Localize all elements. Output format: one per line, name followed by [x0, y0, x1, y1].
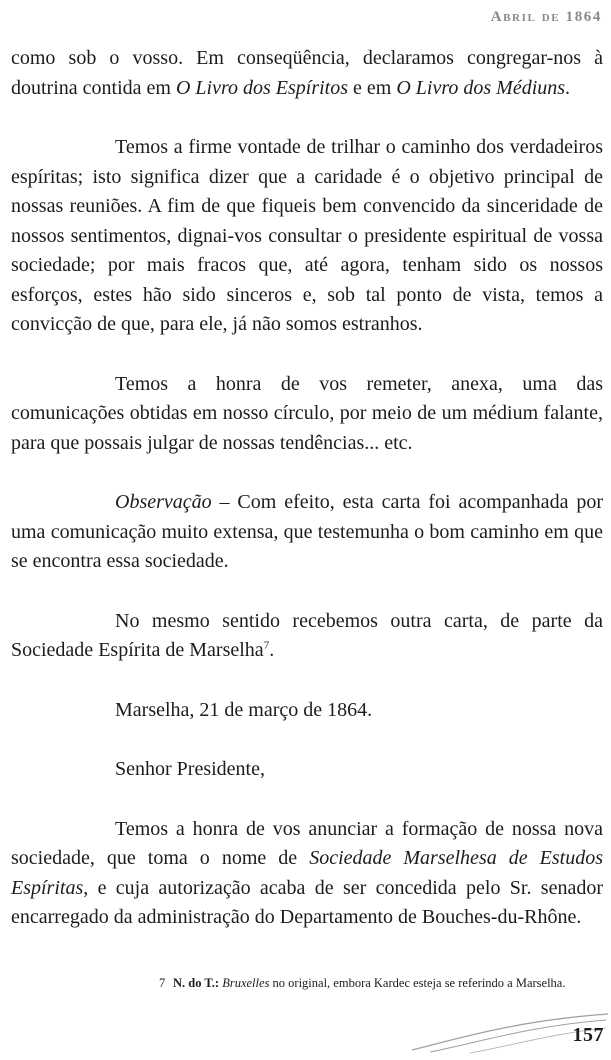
society-name: Sociedade Marselhesa de Estudos Espíritas	[11, 847, 603, 899]
letter-date: Marselha, 21 de março de 1864.	[115, 698, 373, 721]
text-segment: No mesmo sentido recebemos outra carta, de parte da Sociedade Espírita de Marselha	[11, 609, 603, 661]
paragraph-communication: Temos a honra de vos remeter, anexa, uma das comunicações obtidas em nosso círculo, por meio de um médium falante, para que possais julgar de nossas tendências... etc.	[11, 372, 603, 454]
footnote-original-word: Bruxelles	[222, 976, 270, 990]
page-number: 157	[572, 1024, 604, 1046]
footnote-text: no original, embora Kardec esteja se referindo a Marselha.	[269, 976, 566, 990]
text-segment: , e cuja autorização acaba de ser concedida pelo Sr. senador encarregado da administração do Departamento de Bouches-du-Rhône.	[11, 876, 603, 928]
observation-label: Observação	[115, 491, 212, 513]
text-segment: Temos a honra de vos anunciar a formação de nossa nova sociedade, que toma o nome de	[11, 817, 603, 869]
footnote-label: N. do T.:	[173, 976, 220, 990]
text-segment: – Com efeito, esta carta foi acompanhada por uma comunicação muito extensa, que testemunha o bom caminho em que se encontra essa sociedade.	[11, 491, 603, 572]
paragraph-new-society	[11, 815, 603, 933]
paragraph-observation	[11, 488, 603, 577]
footnote-reference[interactable]: 7	[263, 639, 270, 652]
letter-salutation: Senhor Presidente,	[115, 758, 265, 780]
paragraph-continuation	[11, 44, 603, 103]
paragraph-marseille-letter	[11, 607, 603, 666]
footnote	[159, 975, 603, 991]
footnote-number: 7	[159, 976, 166, 990]
book-title-mediuns: O Livro dos Médiuns	[396, 76, 566, 99]
paragraph-firm-will: Temos a firme vontade de trilhar o caminho dos verdadeiros espíritas; isto significa dizer que a caridade é o objetivo principal de nossas reuniões. A fim de que fiqueis bem convencido da sinceridade de nossos sentimentos, dignai-vos consultar o presidente espiritual de vossa sociedade; por mais fracos que, até agora, tenham sido os nossos esforços, estes hão sido sinceros e, sob tal ponto de vista, temos a convicção de que, para ele, já não somos estranhos.	[11, 136, 603, 335]
main-text	[11, 44, 603, 933]
text-segment: como sob o vosso. Em conseqüência, declaramos congregar-nos à doutrina contida em	[11, 47, 603, 99]
text-segment: e em	[348, 76, 397, 99]
book-title-espiritos: O Livro dos Espíritos	[175, 76, 349, 99]
running-header: Abril de 1864	[490, 9, 602, 25]
text-segment: .	[269, 639, 275, 661]
text-segment: .	[565, 76, 571, 99]
